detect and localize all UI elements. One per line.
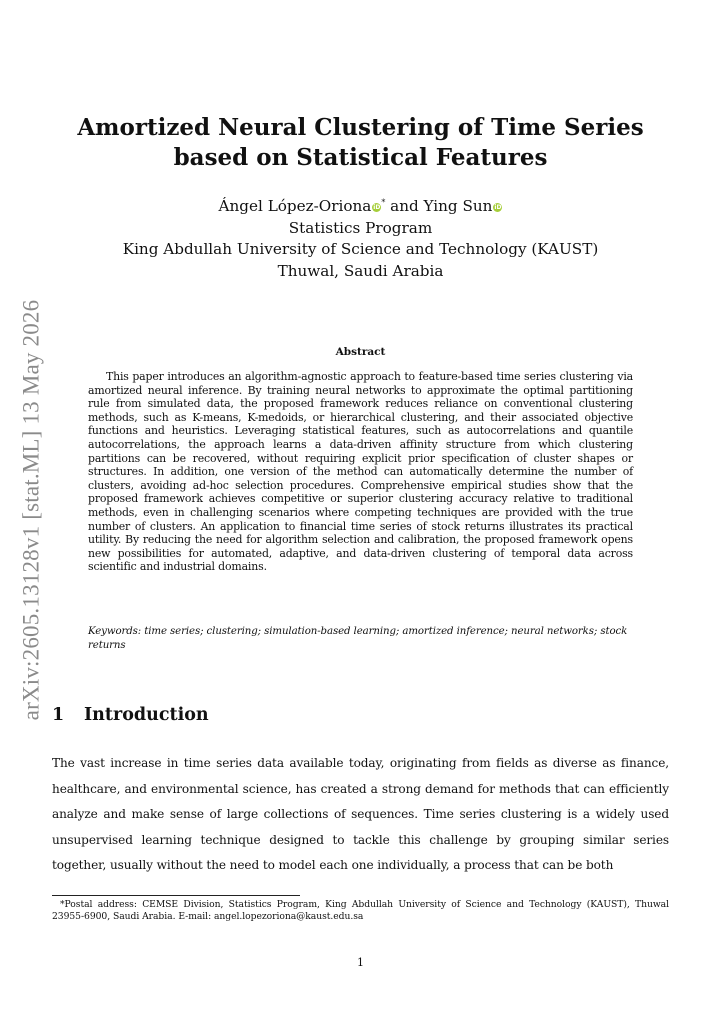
affiliation-university: King Abdullah University of Science and Technology (KAUST)	[122, 240, 599, 258]
abstract-heading: Abstract	[335, 346, 386, 358]
section-heading	[52, 703, 669, 727]
introduction-paragraph: The vast increase in time series data available today, originating from fields as diverse as finance, healthcare, and environmental science, has created a strong demand for methods that can efficiently analyze and make sense of large collections of sequences. Time series clustering is a widely used unsupervised learning technique designed to tackle this challenge by grouping similar series together, usually without the need to model each one individually, a process that can be both	[52, 756, 669, 872]
arxiv-sidebar	[14, 287, 48, 733]
footnote-divider	[52, 895, 300, 896]
author-line	[60, 192, 661, 218]
author-block	[60, 192, 661, 282]
author-conjunction: and	[385, 197, 424, 215]
author-name: Ying Sun	[423, 197, 493, 215]
footnote: *Postal address: CEMSE Division, Statistics Program, King Abdullah University of Science and Technology (KAUST), Thuwal 23955-6900, Saudi Arabia. E-mail: angel.lopezoriona@kaust.edu.sa	[52, 899, 669, 923]
orcid-icon[interactable]: iD	[373, 204, 381, 211]
abstract-body: This paper introduces an algorithm-agnostic approach to feature-based time series clustering via amortized neural inference. By training neural networks to approximate the optimal partitioning rule from simulated data, the proposed framework reduces reliance on conventional clustering methods, such as K-means, K-medoids, or hierarchical clustering, and their associated objective functions and heuristics. Leveraging statistical features, such as autocorrelations and quantile autocorrelations, the approach learns a data-driven affinity structure from which clustering partitions can be recovered, without requiring explicit prior specification of cluster shapes or structures. In addition, one version of the method can automatically determine the number of clusters, avoiding ad-hoc selection procedures. Comprehensive empirical studies show that the proposed framework achieves competitive or superior clustering accuracy relative to traditional methods, even in challenging scenarios where competing techniques are provided with the true number of clusters. An application to financial time series of stock returns illustrates its practical utility. By reducing the need for algorithm selection and calibration, the proposed framework opens new possibilities for automated, adaptive, and data-driven clustering of temporal data across scientific and industrial domains.	[88, 370, 633, 574]
section-title: Introduction	[84, 705, 209, 725]
keywords: Keywords: time series; clustering; simulation-based learning; amortized inference; neural networks; stock returns	[88, 626, 628, 651]
affiliation-program: Statistics Program	[288, 218, 433, 237]
author-name: Ángel López-Oriona	[218, 197, 372, 215]
paper-title: Amortized Neural Clustering of Time Series based on Statistical Features	[77, 114, 644, 171]
arxiv-identifier: arXiv:2605.13128v1 [stat.ML] 13 May 2026	[18, 299, 43, 721]
section-number: 1	[52, 705, 65, 725]
footnote-mark: *	[381, 198, 386, 207]
affiliation-location: Thuwal, Saudi Arabia	[277, 261, 444, 280]
orcid-icon[interactable]: iD	[494, 204, 502, 211]
page-number: 1	[357, 956, 364, 969]
